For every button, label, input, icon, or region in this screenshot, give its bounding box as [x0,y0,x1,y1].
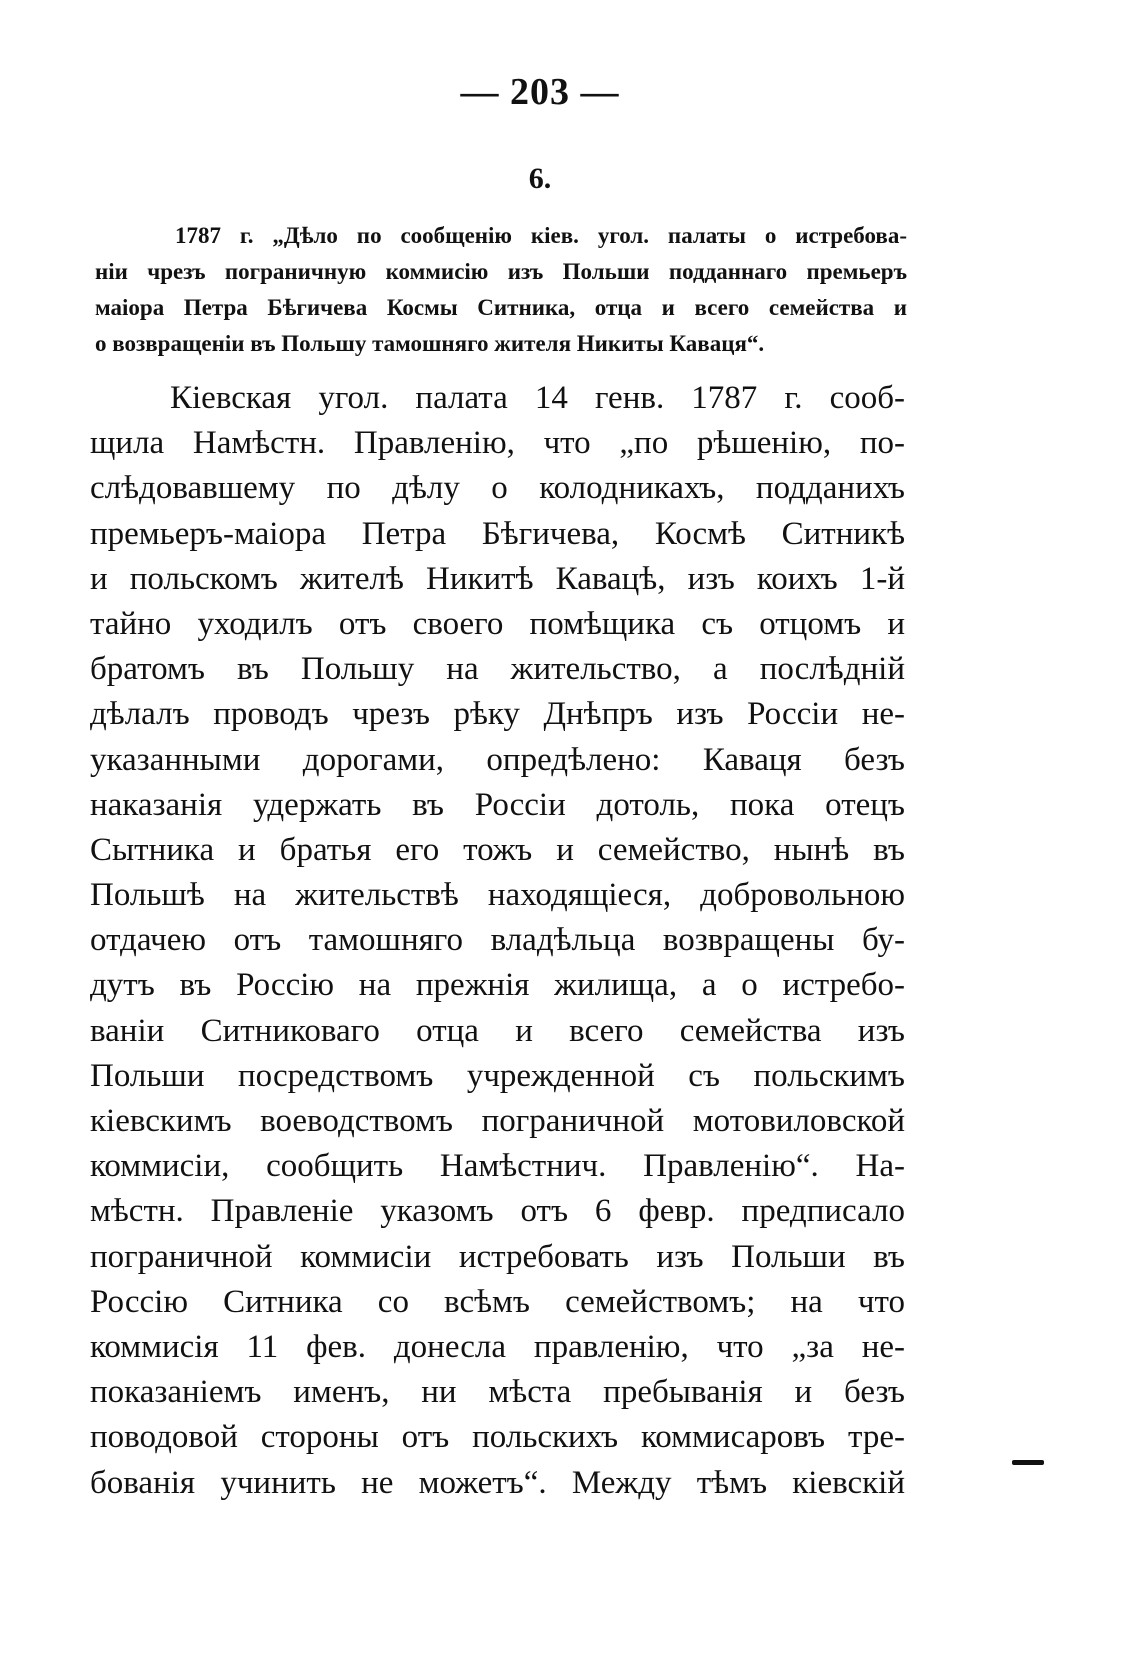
body-line: наказанія удержать въ Россіи дотоль, пока отецъ [90,786,905,823]
body-line: Сытника и братья его тожъ и семейство, нынѣ въ [90,831,905,868]
document-heading [95,218,907,362]
body-line: показаніемъ именъ, ни мѣста пребыванія и безъ [90,1374,905,1411]
body-line: указанными дорогами, опредѣлено: Каваця безъ [90,741,905,778]
body-text [90,376,905,1506]
body-line: ваніи Ситниковаго отца и всего семейства изъ [90,1012,905,1049]
body-line: коммисія 11 фев. донесла правленію, что „за не- [90,1328,905,1365]
body-line: поводовой стороны отъ польскихъ коммисаровъ тре- [90,1419,905,1456]
body-line: бованія учинить не можетъ“. Между тѣмъ кіевскій [90,1464,905,1501]
heading-line: о возвращеніи въ Польшу тамошняго жителя Никиты Каваця“. [95,331,765,356]
body-line: Россію Ситника со всѣмъ семействомъ; на что [90,1283,905,1320]
body-line: дутъ въ Россію на прежнія жилища, а о истребо- [90,967,905,1004]
body-line: пограничной коммисіи истребовать изъ Польши въ [90,1238,905,1275]
body-line: слѣдовавшему по дѣлу о колодникахъ, подданихъ [90,470,905,507]
body-line: Польшѣ на жительствѣ находящіеся, добровольною [90,877,905,914]
page-number: — 203 — [460,71,620,113]
section-number: 6. [528,162,552,195]
body-line: дѣлалъ проводъ чрезъ рѣку Днѣпръ изъ Россіи не- [90,696,905,733]
body-line: отдачею отъ тамошняго владѣльца возвращены бу- [90,922,905,959]
body-line: щила Намѣстн. Правленію, что „по рѣшенію, по- [90,425,905,462]
body-line: Польши посредствомъ учрежденной съ польскимъ [90,1057,905,1094]
body-line: и польскомъ жителѣ Никитѣ Кавацѣ, изъ коихъ 1-й [90,560,905,597]
body-line: кіевскимъ воеводствомъ пограничной мотовиловской [90,1103,905,1139]
heading-line: маіора Петра Бѣгичева Космы Ситника, отца и всего семейства и [95,295,907,320]
body-line: мѣстн. Правленіе указомъ отъ 6 февр. предписало [90,1193,905,1230]
body-line: тайно уходилъ отъ своего помѣщика съ отцомъ и [90,605,905,642]
body-line: братомъ въ Польшу на жительство, а послѣдній [90,651,905,688]
body-line: премьеръ-маіора Петра Бѣгичева, Космѣ Ситникѣ [90,515,905,552]
margin-mark [1012,1460,1044,1465]
body-line: коммисіи, сообщить Намѣстнич. Правленію“. На- [90,1148,905,1185]
body-line: Кіевская угол. палата 14 генв. 1787 г. сооб- [170,380,905,416]
heading-line: 1787 г. „Дѣло по сообщенію кіев. угол. палаты о истребова- [175,223,907,248]
heading-line: ніи чрезъ пограничную коммисію изъ Польши подданнаго премьеръ [95,259,907,284]
